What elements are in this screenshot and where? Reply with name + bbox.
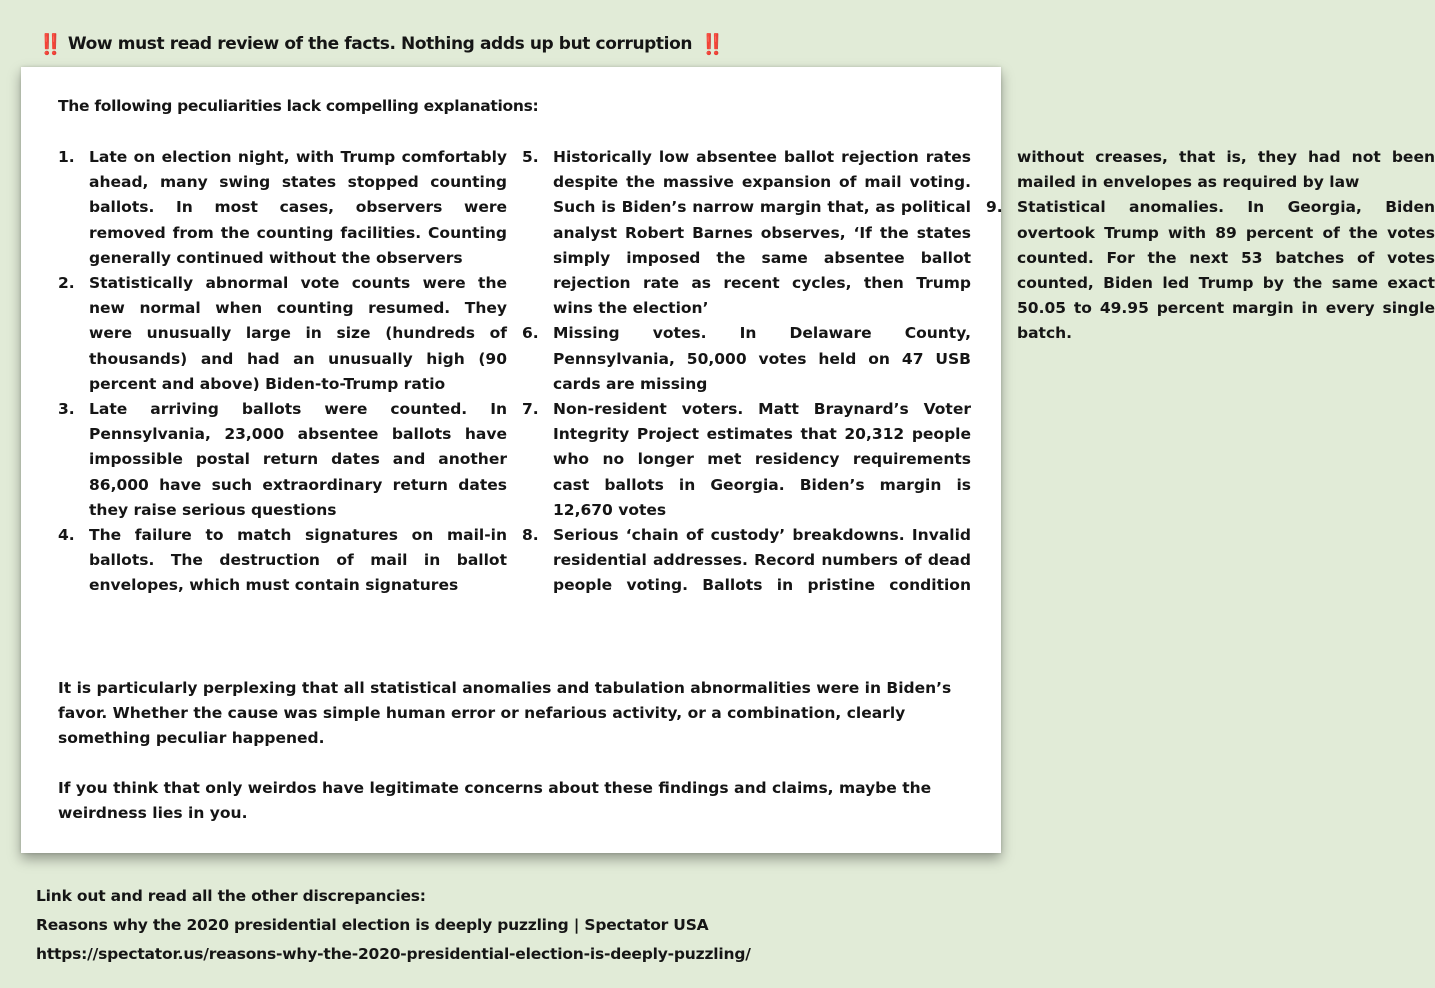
list-item-number: 5. — [522, 148, 539, 166]
list-item-number: 4. — [58, 526, 75, 545]
conclusion-paragraph: It is particularly perplexing that all statistical anomalies and tabulation abnormalities were in Biden’s favor. Whether the cause was simple human error or nefarious activity, or a combination, clearly something peculiar happened. — [58, 679, 952, 748]
post-footer — [36, 882, 751, 969]
list-item-number: 7. — [522, 400, 539, 419]
list-item — [986, 195, 1435, 346]
list-item — [58, 271, 507, 397]
article-link-url[interactable]: https://spectator.us/reasons-why-the-2020-presidential-election-is-deeply-puzzling/ — [36, 945, 751, 963]
list-item-text: Late on election night, with Trump comfortably ahead, many swing states stopped counting ballots. In most cases, observers were removed from the counting facilities. Counting generally continued without the observers — [89, 148, 507, 267]
list-item-text: Statistical anomalies. In Georgia, Biden overtook Trump with 89 percent of the votes counted. For the next 53 batches of votes counted, Biden led Trump by the same exact 50.05 to 49.95 percent margin in every single batch. — [1017, 198, 1435, 343]
article-link-title[interactable]: Reasons why the 2020 presidential election is deeply puzzling | Spectator USA — [36, 916, 709, 934]
list-item-text: Non-resident voters. Matt Braynard’s Voter Integrity Project estimates that 20,312 people who no longer met residency requirements cast ballots in Georgia. Biden’s margin is 12,670 votes — [553, 400, 971, 519]
closing-paragraph: If you think that only weirdos have legitimate concerns about these findings and claims, maybe the weirdness lies in you. — [58, 779, 932, 823]
list-item — [522, 397, 971, 523]
list-item — [58, 145, 507, 271]
double-exclamation-icon: ‼️ — [700, 32, 722, 56]
list-item-number: 9. — [986, 198, 1003, 217]
list-item-number: 6. — [522, 324, 539, 343]
list-item-number: 3. — [58, 400, 75, 419]
list-item-text: Serious ‘chain of custody’ breakdowns. Invalid residential addresses. Record numbers of dead people voting. Ballots in pristine condition without creases, that is, they had not been mailed in envelopes as required by law — [553, 148, 1435, 595]
article-excerpt-card — [21, 67, 1435, 853]
list-item-number: 8. — [522, 526, 539, 545]
intro-text: The following peculiarities lack compelling explanations: — [58, 97, 539, 115]
footer-call-to-action: Link out and read all the other discrepancies: — [36, 887, 426, 905]
list-item-text: Historically low absentee ballot rejection rates despite the massive expansion of mail voting. Such is Biden’s narrow margin that, as political analyst Robert Barnes observes, ‘If the states simply imposed the same absentee ballot rejection rate as recent cycles, then Trump wins the election’ — [553, 148, 971, 318]
list-item — [58, 523, 507, 599]
post-title: Wow must read review of the facts. Nothing adds up but corruption — [67, 34, 693, 54]
list-item-number: 1. — [58, 148, 75, 166]
list-item-number: 2. — [58, 274, 75, 293]
list-item-text: Missing votes. In Delaware County, Pennsylvania, 50,000 votes held on 47 USB cards are missing — [553, 324, 971, 393]
double-exclamation-icon: ‼️ — [38, 32, 60, 56]
list-item-text: Late arriving ballots were counted. In Pennsylvania, 23,000 absentee ballots have impossible postal return dates and another 86,000 have such extraordinary return dates they raise serious questions — [89, 400, 507, 519]
list-item — [58, 397, 507, 523]
post-header — [38, 30, 722, 58]
peculiarities-list — [58, 145, 1435, 649]
list-item — [522, 321, 971, 397]
list-item — [522, 145, 971, 321]
list-item-text: Statistically abnormal vote counts were the new normal when counting resumed. They were unusually large in size (hundreds of thousands) and had an unusually high (90 percent and above) Biden-to-Trump ratio — [89, 274, 507, 393]
list-item-text: The failure to match signatures on mail-in ballots. The destruction of mail in ballot envelopes, which must contain signatures — [89, 526, 507, 595]
